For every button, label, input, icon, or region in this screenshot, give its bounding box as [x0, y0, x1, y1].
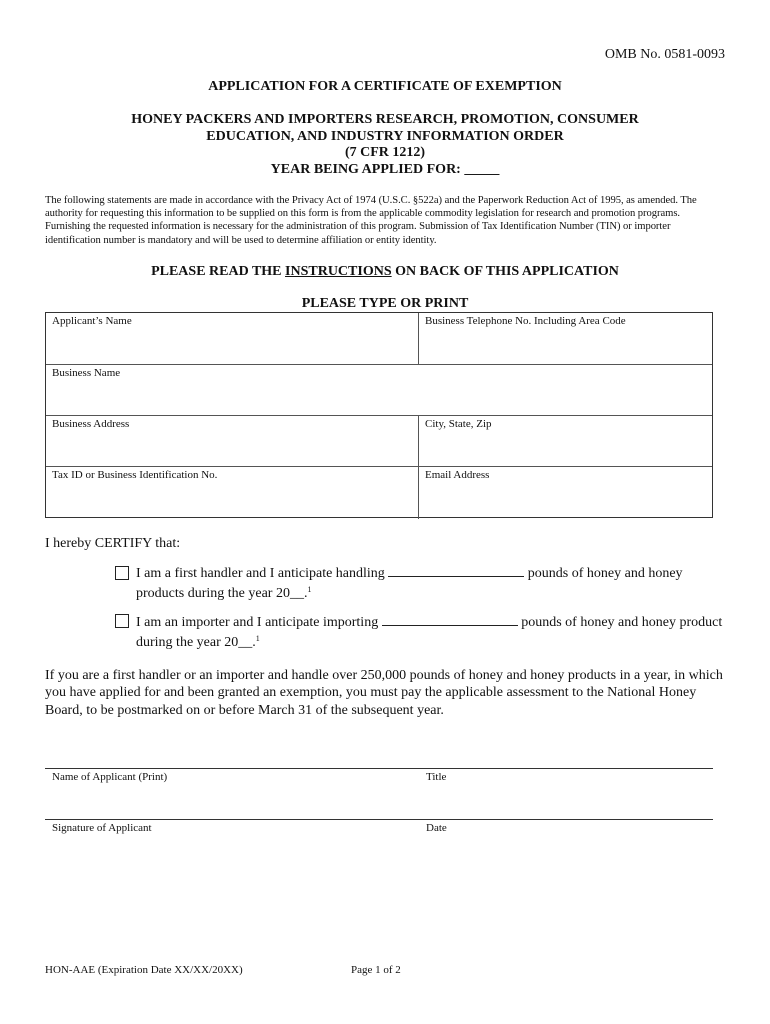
name-title-signature-line[interactable] — [45, 768, 713, 769]
first-handler-checkbox[interactable] — [115, 566, 129, 580]
importer-year-line — [136, 634, 260, 651]
business-phone-label: Business Telephone No. Including Area Code — [425, 315, 626, 327]
city-state-zip-field[interactable] — [419, 416, 712, 466]
certify-statement: I hereby CERTIFY that: — [45, 536, 181, 551]
subtitle-line: (7 CFR 1212) — [344, 145, 426, 160]
page-number: Page 1 of 2 — [351, 964, 401, 976]
signature-date-line[interactable] — [45, 819, 713, 820]
importing-pounds-blank[interactable] — [382, 613, 518, 626]
subtitle-line: HONEY PACKERS AND IMPORTERS RESEARCH, PROMOTION, CONSUMER — [131, 112, 639, 127]
privacy-statement: The following statements are made in accordance with the Privacy Act of 1974 (U.S.C. §522a) and the Paperwork Reduction Act of 1995, as amended. The authority for requesting this information to be supplied on this form is from the applicable commodity legislation for research and promotion programs. Furnishing the requested information is necessary for the administration of this program. Submission of Tax Identification Number (TIN) or importer identification number is mandatory and will be used to determine affiliation or entity identity. — [45, 195, 697, 246]
instructions-link: INSTRUCTIONS — [285, 264, 392, 279]
form-title: APPLICATION FOR A CERTIFICATE OF EXEMPTION — [208, 79, 562, 94]
tax-id-label: Tax ID or Business Identification No. — [52, 469, 218, 481]
importer-checkbox[interactable] — [115, 614, 129, 628]
applicant-info-table — [45, 312, 713, 518]
business-address-field[interactable] — [46, 416, 418, 466]
first-handler-option — [136, 564, 683, 582]
subtitle-line: EDUCATION, AND INDUSTRY INFORMATION ORDER — [206, 128, 564, 144]
option1-text-before: I am a first handler and I anticipate handling — [136, 566, 389, 581]
read-suffix: ON BACK OF THIS APPLICATION — [391, 264, 619, 279]
footnote-marker: 1 — [255, 634, 260, 643]
year-applied-line: YEAR BEING APPLIED FOR: _____ — [270, 161, 500, 177]
email-label: Email Address — [425, 469, 490, 481]
signature-label: Signature of Applicant — [52, 822, 152, 834]
read-instructions-notice — [0, 264, 770, 281]
business-address-label: Business Address — [52, 418, 130, 430]
read-prefix: PLEASE READ THE — [151, 264, 286, 279]
footnote-marker: 1 — [307, 585, 312, 594]
business-name-field[interactable] — [46, 365, 712, 415]
applicant-name-label: Applicant’s Name — [52, 315, 132, 327]
assessment-paragraph: If you are a first handler or an importer and handle over 250,000 pounds of honey and honey products in a year, in which you have applied for and been granted an exemption, you must pay the applicable assessment to the National Honey Board, to be postmarked on or before March 31 of the subsequent year. — [45, 668, 723, 718]
option2-year-text: during the year 20__. — [136, 635, 256, 650]
business-name-label: Business Name — [52, 367, 121, 379]
option2-text-before: I am an importer and I anticipate importing — [136, 615, 382, 630]
tax-id-field[interactable] — [46, 467, 418, 517]
option1-text-after: pounds of honey and honey — [524, 566, 683, 581]
importer-option — [136, 613, 722, 631]
title-label: Title — [426, 771, 447, 783]
name-of-applicant-label: Name of Applicant (Print) — [52, 771, 168, 783]
email-field[interactable] — [419, 467, 712, 517]
first-handler-year-line — [136, 585, 311, 602]
city-state-zip-label: City, State, Zip — [425, 418, 492, 430]
date-label: Date — [426, 822, 447, 834]
omb-number: OMB No. 0581-0093 — [604, 47, 725, 62]
form-id-footer: HON-AAE (Expiration Date XX/XX/20XX) — [45, 964, 243, 976]
option2-text-after: pounds of honey and honey product — [517, 615, 723, 630]
applicant-name-field[interactable] — [46, 313, 418, 364]
option1-year-text: products during the year 20__. — [136, 586, 308, 601]
type-or-print-notice: PLEASE TYPE OR PRINT — [301, 296, 469, 311]
business-phone-field[interactable] — [419, 313, 712, 364]
handling-pounds-blank[interactable] — [388, 564, 524, 577]
form-subtitle — [0, 112, 770, 178]
